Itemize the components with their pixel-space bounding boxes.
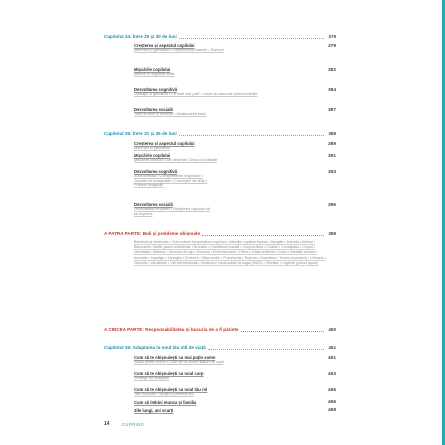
section-page: 451	[327, 356, 336, 361]
section-page: 455	[327, 388, 336, 393]
section-desc: Mărimea și greutatea • Deprinderea toaletei • Somnul	[134, 48, 224, 52]
section-title: Mișcările copilului	[134, 67, 171, 72]
section-page: 453	[327, 372, 336, 377]
dot-leader	[241, 331, 324, 332]
page-footer	[104, 421, 144, 427]
section-entry[interactable]	[134, 67, 175, 77]
part-4-page: 399	[328, 231, 336, 236]
section-entry[interactable]	[134, 153, 217, 163]
section-page: 389	[327, 142, 336, 147]
section-entry[interactable]	[134, 107, 206, 117]
section-entry[interactable]	[134, 400, 196, 405]
section-page: 456	[327, 400, 336, 405]
section-desc: Dezvoltarea empatiei • Sprijinirea copilului să se exprime	[134, 207, 210, 216]
section-desc: Mâinile și degetele abile	[134, 72, 175, 76]
section-entry[interactable]	[134, 408, 173, 413]
dot-leader	[179, 38, 324, 39]
chapter-34-entry[interactable]	[104, 31, 336, 40]
section-entry[interactable]	[134, 387, 207, 397]
part-5-title: A CINCEA PARTE: Responsabilitatea și bucuria de a fi părinte	[104, 327, 239, 332]
section-page: 379	[327, 44, 336, 49]
chapter-35-page: 389	[328, 131, 336, 136]
section-page: 396	[327, 203, 336, 208]
section-page: 458	[327, 408, 336, 413]
section-title: Dezvoltarea cognitivă	[134, 87, 178, 92]
chapter-36-page: 451	[328, 345, 336, 350]
section-page: 391	[327, 154, 336, 159]
section-title: Dezvoltarea cognitivă	[134, 169, 178, 174]
section-desc: Tații implicați • Sprijinul partenerului	[134, 392, 194, 396]
section-title: Dezvoltarea socială	[134, 107, 173, 112]
section-desc: Strategii de adaptare	[134, 376, 170, 380]
section-desc: Mărimea și greutatea	[134, 146, 170, 150]
chapter-35-entry[interactable]	[104, 128, 336, 137]
section-entry[interactable]	[134, 169, 214, 188]
section-title: Cum să te obișnuiești cu noul tău rol	[134, 387, 208, 392]
footer-label: CUPRINS	[121, 421, 144, 427]
section-page: 382	[327, 68, 336, 73]
section-page: 387	[327, 108, 336, 113]
dot-leader	[208, 349, 324, 350]
section-desc: Mișcările corpului • De desenat: Cercuri și pătrate	[134, 158, 218, 162]
part-4-title: A PATRA PARTE: Boli și probleme obișnuite	[104, 231, 201, 236]
part-5-entry[interactable]	[104, 324, 336, 333]
part-4-topics: Bebelușii și medicația • Cum măsori temperatura copilului • Infecțiile copilului bolnav • Alergiile • Anemia • Astmul • Balonarea • Bolile gastro-intestinale • Bronșita • Candidoza bucală • Conjunctivita • Colicile • Constipația • Crupul • Dermatita • Diareea • Durerea de cap • Eczema • Enterovirozele • Febra • Gastroenterita • Gripa • Infecțiile urinare • Insolația • Impetigo • Laringita • Oreionul • Otita medie • Pneumonia • Rujeola • Scarlatina • Tusea convulsivă • Urticaria • Varicela • Vărsăturile • Viermii intestinali • Sindromul morții subite la sugar (SIDS) • Sforăitul • Urgențe (primul ajutor)	[134, 240, 326, 265]
section-entry[interactable]	[134, 371, 204, 381]
section-title: Mișcările copilului	[134, 153, 171, 158]
section-title: Cum să te obișnuiești cu noul corp	[134, 371, 204, 376]
part-5-page: 450	[328, 327, 336, 332]
dot-leader	[202, 235, 324, 236]
section-title: Creșterea și aspectul copilului	[134, 141, 195, 146]
section-title: Dezvoltarea socială	[134, 202, 173, 207]
section-entry[interactable]	[134, 87, 257, 97]
section-title: Creșterea și aspectul copilului	[134, 43, 195, 48]
chapter-36-entry[interactable]	[104, 342, 336, 351]
section-entry[interactable]	[134, 141, 195, 151]
section-title: Zile lungi, ani scurți	[134, 408, 174, 413]
chapter-34-page: 379	[328, 34, 336, 39]
chapter-35-title: Capitolul 35: Între 31 și 36 de luni	[104, 131, 177, 136]
section-title: Cum să îmbini munca și familia	[134, 400, 197, 405]
section-desc: Tantrumurile și emoțiile • Gestionarea furiei	[134, 112, 207, 116]
section-desc: Statul pentru somn • Cum să nu dormi alături de copil	[134, 360, 224, 364]
section-page: 393	[327, 170, 336, 175]
chapter-34-title: Capitolul 34: Între 25 și 30 de luni	[104, 34, 177, 39]
section-title: Cum să te obișnuiești cu mai puțin somn	[134, 355, 216, 360]
section-desc: Autocontrolul • Competențele lingvistice • Jocurile de imaginație • Conceptul de timp • Prieteni imaginari	[134, 174, 208, 188]
section-entry[interactable]	[134, 43, 224, 53]
section-page: 384	[327, 88, 336, 93]
page-number: 14	[104, 421, 110, 427]
part-4-entry[interactable]	[104, 228, 336, 237]
dot-leader	[179, 135, 324, 136]
chapter-36-title: Capitolul 36: Adaptarea la noul tău stil de viață	[104, 345, 206, 350]
section-desc: Limbajul și gândirea • Ce este sub pat? • Unde își ascunde pisica jucăriile	[134, 92, 258, 96]
section-entry[interactable]	[134, 355, 224, 365]
section-entry[interactable]	[134, 202, 214, 216]
